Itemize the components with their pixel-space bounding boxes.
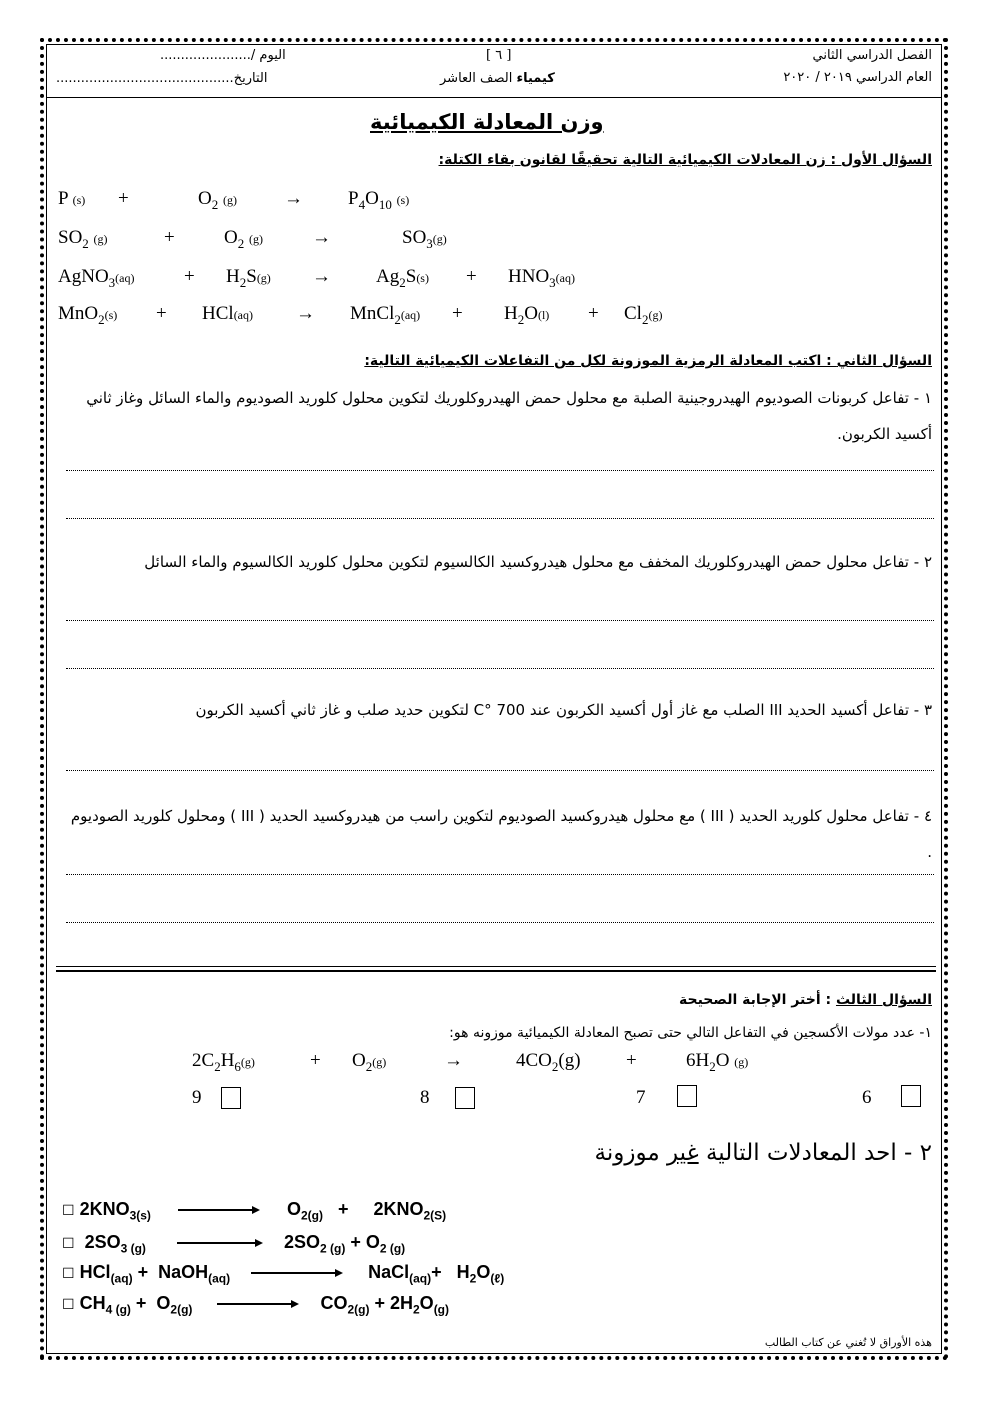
- page-number: [ ٦ ]: [486, 48, 512, 63]
- q2-heading: [364, 353, 932, 369]
- q3-sub2-before: ٢ - احد المعادلات التالية: [698, 1140, 932, 1166]
- checkbox-icon[interactable]: ☐: [62, 1203, 75, 1219]
- answer-line[interactable]: [66, 518, 934, 519]
- option-9-label: 9: [192, 1087, 202, 1108]
- answer-line[interactable]: [66, 470, 934, 471]
- q3-label: السؤال الثالث: [835, 992, 932, 1008]
- answer-line[interactable]: [66, 874, 934, 875]
- school-year: العام الدراسي ٢٠١٩ / ٢٠٢٠: [783, 70, 932, 85]
- choice-so3[interactable]: ☐ $2SO_{3 (g)}$ $2SO_{2 (g)} + O_{2 (g)}$: [62, 1232, 406, 1256]
- arrow-icon: [177, 1242, 261, 1244]
- arrow-icon: [217, 1303, 297, 1305]
- checkbox-icon[interactable]: ☐: [62, 1297, 75, 1313]
- checkbox-icon[interactable]: ☐: [62, 1266, 75, 1282]
- option-6-label: 6: [862, 1087, 872, 1108]
- grade: الصف العاشر: [440, 71, 513, 86]
- q1-label: السؤال الأول: [841, 152, 932, 168]
- equation-4: MnO$_2$(s) + HCl(aq) → MnCl$_2$(aq) + $H_2O(l) + Cl_2(g)$: [58, 303, 663, 327]
- q2-label: السؤال الثاني: [836, 353, 932, 369]
- option-7: [636, 1087, 646, 1109]
- answer-line[interactable]: [66, 668, 934, 669]
- semester: الفصل الدراسي الثاني: [812, 48, 932, 63]
- option-6-checkbox[interactable]: [901, 1085, 921, 1107]
- day-dots: ......................: [160, 48, 251, 63]
- option-8-label: 8: [420, 1087, 430, 1108]
- q2-item-2: ٢ - تفاعل محلول حمض الهيدروكلوريك المخفف مع محلول هيدروكسيد الكالسيوم لتكوين محلول كلوريد الكالسيوم والماء السائل: [144, 553, 932, 571]
- answer-line[interactable]: [66, 922, 934, 923]
- option-6: [862, 1087, 872, 1109]
- option-8: [420, 1087, 430, 1109]
- header-rule: [46, 97, 942, 98]
- q3-equation: $2C_2H_6(g) + O_2(g) \to 4CO_2(g) + 6H_2O$ (g): [192, 1050, 749, 1074]
- equation-2: $SO_2$ $(g) + O_2$ $(g) \to SO_3(g)$: [58, 227, 447, 251]
- q3-heading: [679, 992, 932, 1008]
- q3-sub2-emph: غير: [666, 1140, 699, 1166]
- arrow-icon: [178, 1209, 258, 1211]
- q1-text: : زن المعادلات الكيميائية التالية تحقيقًا لقانون بقاء الكتلة:: [438, 152, 842, 168]
- date-dots: ...........................................: [56, 71, 234, 86]
- equation-3: AgNO$_3$(aq) + $H_2S(g) \to Ag_2S(s) + HNO_3(aq)$: [58, 266, 575, 290]
- choice-kno3[interactable]: ☐ $2KNO_{3(s)}$ $O_{2(g)}$ + $2KNO_{2(S)}$: [62, 1199, 447, 1223]
- subject-grade: [440, 71, 555, 86]
- checkbox-icon[interactable]: ☐: [62, 1236, 75, 1252]
- arrow-icon: [251, 1272, 341, 1274]
- q2-item-1: ١ - تفاعل كربونات الصوديوم الهيدروجينية الصلبة مع محلول حمض الهيدروكلوريك لتكوين محلول كلوريد الصوديوم والماء السائل وغاز ثاني أكسيد الكربون.: [86, 389, 932, 443]
- q2-item-3: ٣ - تفاعل أكسيد الحديد III الصلب مع غاز أول أكسيد الكربون عند 700 °C لتكوين حديد صلب و غاز ثاني أكسيد الكربون: [195, 701, 932, 719]
- page-title: وزن المعادلة الكيميائية: [370, 110, 604, 134]
- option-7-checkbox[interactable]: [677, 1085, 697, 1107]
- option-9: [192, 1087, 202, 1109]
- q3-sub2-after: موزونة: [594, 1140, 667, 1166]
- equation-1: P $(s) + O_2$ $(g) \to P_4O_{10}$ (s): [58, 188, 410, 212]
- answer-line[interactable]: [66, 770, 934, 771]
- q3-text: : أختر الإجابة الصحيحة: [679, 992, 836, 1008]
- choice-ch4[interactable]: ☐ $CH_{4 (g)} + O_{2(g)}$ $CO_{2(g)} + 2H_2O_{(g)}$: [62, 1293, 450, 1317]
- answer-line[interactable]: [66, 620, 934, 621]
- day-field: [160, 48, 286, 63]
- q3-sub1: ١- عدد مولات الأكسجين في التفاعل التالي حتى تصبح المعادلة الكيميائية موزونه هو:: [449, 1025, 932, 1041]
- date-field: [56, 71, 267, 86]
- q2-item-4: ٤ - تفاعل محلول كلوريد الحديد ( III ) مع محلول هيدروكسيد الصوديوم لتكوين راسب من هيدروكسيد الحديد ( III ) ومحلول كلوريد الصوديوم .: [70, 807, 932, 861]
- date-label: التاريخ: [233, 71, 268, 86]
- option-9-checkbox[interactable]: [221, 1087, 241, 1109]
- q1-heading: [439, 152, 932, 168]
- option-8-checkbox[interactable]: [455, 1087, 475, 1109]
- day-label: اليوم /: [250, 48, 286, 63]
- footer-note: هذه الأوراق لا تُغني عن كتاب الطالب: [764, 1336, 932, 1349]
- option-7-label: 7: [636, 1087, 646, 1108]
- choice-hcl[interactable]: ☐ HCl$_{(aq)}$ + NaOH$_{(aq)}$ NaCl$_{(aq)}$+ $H_2O_{(\ell)}$: [62, 1262, 505, 1286]
- q3-sub2: [595, 1140, 932, 1166]
- section-divider: [56, 966, 936, 972]
- subject: كيمياء: [516, 71, 555, 86]
- q2-text: : اكتب المعادلة الرمزية الموزونة لكل من التفاعلات الكيميائية التالية:: [364, 353, 837, 369]
